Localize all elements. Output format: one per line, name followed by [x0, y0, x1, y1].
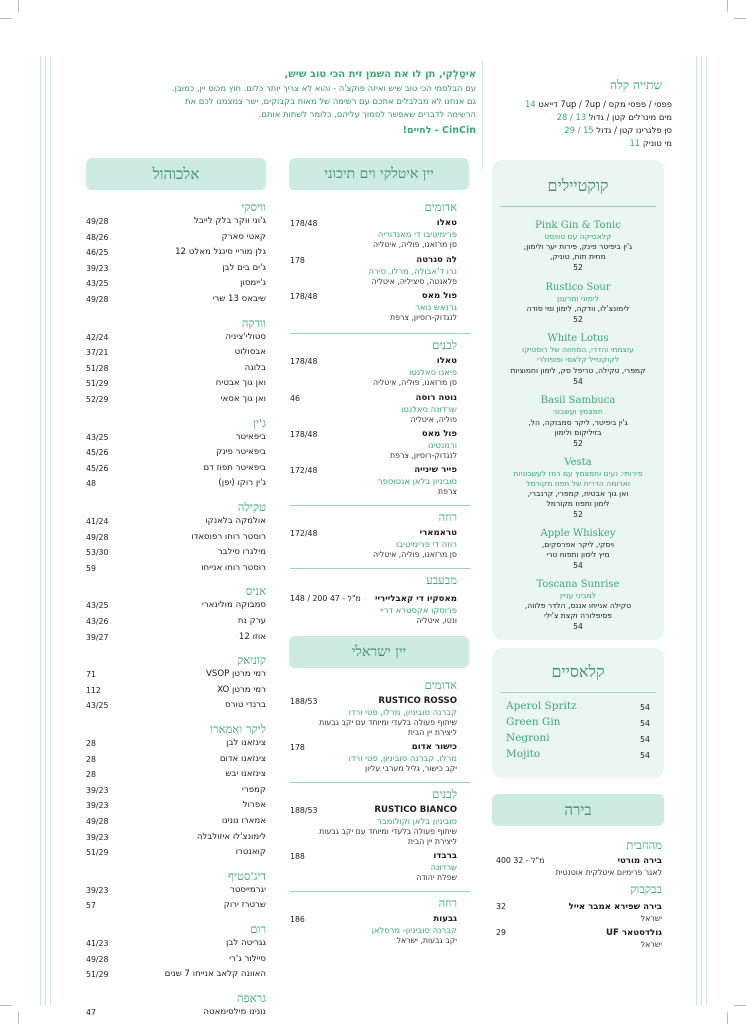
intro	[36, 68, 476, 139]
intro-headline: אִיטַלְקִי, תן לו את השמן זית הכי טוב שיש,	[284, 69, 476, 80]
wine-price: 178/48	[290, 357, 318, 366]
wine-price: 178/48	[290, 219, 318, 228]
cocktail-price: 52	[573, 315, 583, 324]
wine-price: 46	[290, 394, 300, 403]
crop-mark	[727, 0, 728, 12]
wine-name: מאסקיו די קאבלייריי	[374, 594, 457, 604]
alcohol-item-price: 49/28	[86, 532, 109, 542]
alcohol-category: קוניאק	[237, 653, 266, 668]
cocktail-desc: טקילה אנייחו אננס, הלדר פלווה,	[524, 601, 632, 610]
cocktail-tagline: קלאסיקה עם טוויסט	[544, 232, 612, 241]
intro-line: גם אנחנו לא מבלבלים אתכם עם רשימה של מאות בקבוקים, ישר צמצמנו לכם את	[185, 96, 476, 106]
alcohol-item-price: 39/23	[86, 832, 109, 842]
alcohol-item-name: סטולי'ציניה	[225, 331, 266, 342]
cocktail-name: Toscana Sunrise	[536, 579, 620, 590]
divider	[500, 692, 656, 693]
alcohol-item-price: 43/25	[86, 601, 109, 611]
alcohol-item-price: 48/26	[86, 232, 109, 242]
alcohol-item-price: 57	[86, 901, 96, 911]
wine-region: שיתוף פעולה בלעדי ומיוחד עם יקב גבעות	[319, 718, 457, 727]
alcohol-item-price: 71	[86, 670, 96, 680]
cocktail-name: Vesta	[564, 457, 592, 468]
cocktail-tagline: וארומה הדרית של תפוז מקורמל	[526, 479, 630, 488]
wine-region: פלאנטה, סיציליה, איטליה	[371, 277, 457, 286]
wine-region: יקב כישור, גליל מערבי עליון	[364, 764, 457, 773]
alcohol-item-name: אוזו 12	[238, 631, 266, 642]
wine-grape: רוזה די פרימיטיבו	[396, 539, 457, 549]
alcohol-item-price: 43/25	[86, 432, 109, 442]
wine-price: 178/48	[290, 430, 318, 439]
column-divider	[482, 60, 483, 170]
wine-region: ליצירת יין הבית	[407, 728, 457, 737]
wine-price: 188/53	[290, 697, 318, 706]
crop-mark	[0, 18, 12, 19]
alcohol-item-name: אפרול	[242, 800, 266, 811]
intro-line: עם הבלסמי הכי טוב שיש ואיזה פוקצ'ה - והוא לא צריך יותר כלום. חוץ מכוס יין, כמובן.	[172, 83, 476, 93]
cocktail-tagline: לימוני ומרענן	[557, 294, 599, 303]
alcohol-item-name: האוונה קלאב אנייחו 7 שנים	[164, 969, 266, 980]
guide-line	[40, 56, 41, 1006]
cocktail-name: Apple Whiskey	[540, 528, 616, 539]
alcohol-item-name: גגריטה לבן	[226, 938, 266, 948]
wine-name: כישור אדום	[411, 742, 457, 752]
wine-region: יקב גבעות, ישראל	[396, 936, 457, 945]
alcohol-item-price: 45/26	[86, 448, 109, 458]
soft-drinks	[492, 78, 662, 93]
alcohol-category: גראפה	[237, 990, 266, 1005]
intro-line: הרשימה לדברים שאפשר לסמוך עליהם, כלומר לשתות אותם.	[258, 109, 476, 119]
wine-category: רוזה	[438, 510, 457, 524]
classic-price: 54	[640, 719, 650, 728]
wine-region: פוליה, איטליה	[410, 415, 457, 424]
wine-region: סן מרזאנו, פוליה, איטליה	[373, 240, 457, 249]
wine-price: 172/48	[290, 466, 318, 475]
alcohol-item-price: 41/24	[86, 517, 109, 526]
crop-mark	[727, 1012, 728, 1024]
divider	[290, 782, 470, 783]
wine-price: 188/53	[290, 806, 318, 815]
cocktail-desc: ויסקי, ליקר אפרסקים,	[541, 540, 615, 549]
alcohol-item-price: 51/29	[86, 970, 109, 980]
alcohol-item-name: אבסולוט	[234, 347, 266, 358]
wine-category: מבעבע	[426, 573, 457, 587]
alcohol-item-name: ביפאיטר	[235, 431, 266, 442]
wine-name: פייר שינייה	[414, 465, 457, 475]
list-item: מים מינרלים קטן / גדול 13 / 28	[556, 112, 672, 122]
alcohol-item-price: 51/29	[86, 848, 109, 858]
alcohol-item-name: קמפרי	[241, 784, 266, 795]
wine-name: ברבדו	[433, 851, 457, 861]
alcohol-item-name: ג'וני ווקר בלק לייבל	[194, 216, 266, 226]
wine-grape: שרדונה סאלנטו	[401, 404, 457, 414]
cocktails-title: קוקטיילים	[547, 176, 609, 195]
wine-grape: שרדונה	[430, 862, 457, 872]
cocktail-name: Pink Gin & Tonic	[535, 220, 621, 231]
alcohol-item-price: 51/29	[86, 379, 109, 389]
wine-name: פול מאס	[421, 291, 457, 301]
alcohol-item-name: קואנטרו	[235, 847, 266, 858]
list-item: סן פלגרינו קטן / גדול 15 / 29	[564, 125, 672, 135]
alcohol-item-price: 39/23	[86, 263, 109, 273]
wine-name: טאלו	[436, 356, 457, 366]
alcohol-item-price: 28	[86, 739, 96, 748]
alcohol-item-price: 49/28	[86, 295, 109, 304]
cocktail-price: 54	[573, 377, 583, 386]
cocktail-desc: פסיפלורה וקצת צ'ילי	[544, 611, 612, 620]
alcohol-item-name: בלוגה	[244, 362, 266, 373]
intro-cheers: CinCin - לחיים!	[402, 125, 476, 136]
alcohol-item-name: ערק נח	[237, 616, 266, 626]
wine-grape: סוביניון בלאן אנטוספר	[377, 476, 457, 486]
alcohol-item-price: 39/27	[86, 632, 109, 642]
alcohol-item-name: ג'ים בים לבן	[222, 262, 266, 273]
alcohol-item-name: צינזאנו לבן	[226, 738, 266, 748]
wine-price: 172/48	[290, 529, 318, 538]
alcohol-item-price: 52/29	[86, 395, 109, 404]
classic-name: Mojito	[506, 748, 541, 760]
cocktail-price: 54	[573, 561, 583, 570]
cocktail-desc: קמפרי, טקילה, טריפל סק, לימון וחמוציות	[510, 366, 646, 375]
beer-bottle-title: בבקבוק	[630, 882, 662, 896]
alcohol-item-price: 49/28	[86, 817, 109, 826]
wine-category: רוזה	[438, 896, 457, 910]
alcohol-item-name: לימונצ'לו איזולבלה	[196, 831, 266, 842]
alcohol-category: וויסקי	[241, 200, 266, 214]
crop-mark	[18, 1012, 19, 1024]
alcohol-category: דיג'סטיף	[228, 868, 266, 883]
wine-region: ליצירת יין הבית	[407, 837, 457, 846]
alcohol-item-price: 46/25	[86, 248, 109, 258]
alcohol-item-name: רוסטר רוחו אנייחו	[201, 562, 266, 573]
cocktail-price: 52	[573, 439, 583, 448]
alcohol-item-name: אולמקה בלאנקו	[205, 516, 266, 526]
beer-price: 29	[496, 928, 506, 937]
alcohol-item-name: ג'ין רוקו (יפן)	[218, 478, 266, 489]
cocktail-tagline: לקוקטייל קלאסי ופופולרי	[536, 355, 620, 364]
alcohol-item-name: קאטי סארק	[221, 231, 266, 242]
cocktail-price: 52	[573, 263, 583, 272]
alcohol-item-name: ואן גוך אבטיח	[215, 378, 266, 389]
crop-mark	[734, 18, 746, 19]
classics-title: קלאסיים	[551, 662, 605, 681]
wine-name: נוטה רוסה	[415, 393, 457, 403]
cocktail-desc: לימונצ'לו, וודקה, לימון ומי סודה	[526, 304, 630, 313]
cocktail-price: 52	[573, 510, 583, 519]
classic-name: Negroni	[506, 732, 550, 744]
wine-grape: פיאנו סאלנטו	[409, 367, 457, 377]
alcohol-item-price: 39/23	[86, 785, 109, 795]
wine-price: 178/48	[290, 292, 318, 301]
wine-region: סן מרזאנו, פוליה, איטליה	[373, 550, 457, 559]
beer-name: בירה שפירא אמבר אייל	[568, 902, 662, 912]
alcohol-item-name: רמי מרטן VSOP	[206, 669, 266, 680]
alcohol-category: וודקה	[241, 315, 266, 330]
alcohol-item-name: ביפאיטר תפוז דם	[203, 462, 266, 473]
classic-name: Aperol Spritz	[506, 700, 577, 712]
guide-line	[701, 56, 702, 1006]
beer-volume: 400 מ"ל - 32	[496, 856, 545, 865]
alcohol-item-price: 28	[86, 754, 96, 764]
wine-name: פול מאס	[421, 429, 457, 439]
divider	[290, 891, 470, 892]
alcohol-item-name: יגרמייסטר	[230, 884, 266, 895]
alcohol-item-price: 43/25	[86, 701, 109, 711]
guide-line	[45, 56, 46, 1006]
wine-name: לה סגרטה	[416, 255, 457, 265]
wine-grape: קברנה סוביניון- מרסלאן	[371, 925, 457, 935]
alcohol-item-name: מילגרו סילבר	[217, 547, 266, 558]
cocktail-desc: מיץ לימון ותפוח טרי	[546, 550, 610, 559]
wine-grape: גרנאש נואר	[415, 302, 457, 312]
alcohol-category: רום	[250, 922, 266, 936]
classic-price: 54	[640, 703, 650, 712]
alcohol-item-name: רמי מרטן XO	[217, 684, 266, 695]
crop-mark	[0, 1005, 12, 1006]
alcohol-item-name: נונינו מילסימאטה	[203, 1006, 266, 1017]
alcohol-item-price: 41/23	[86, 939, 109, 948]
wine-grape: סוביניון בלאן וקולומבר	[377, 816, 457, 826]
alcohol-item-name: ג'יימסון	[240, 278, 266, 289]
divider	[500, 206, 656, 207]
cocktail-price: 54	[573, 622, 583, 631]
alcohol-item-name: צינזאנו אדום	[219, 753, 266, 764]
alcohol-item-price: 48	[86, 479, 96, 489]
beer-origin: ישראל	[640, 940, 662, 949]
alcohol-item-name: סמבוקה מולינארי	[201, 600, 266, 611]
divider	[290, 568, 470, 569]
alcohol-item-price: 49/28	[86, 954, 109, 964]
cocktail-desc: ואן גוך אבטיח, קמפרי, קרנברי,	[527, 489, 629, 498]
wine-grape: נרו ד'אבולה, מרלו, סירה	[368, 266, 457, 276]
wine-category: אדומים	[424, 200, 457, 214]
alcohol-item-name: שיבאס 13 שרי	[212, 294, 266, 304]
wine-name: טאלו	[436, 218, 457, 228]
cocktail-desc: מחית תות, טוניק,	[550, 252, 606, 261]
wine-price: 148 / 200 מ"ל - 47	[290, 594, 361, 603]
divider	[290, 333, 470, 334]
classic-price: 54	[640, 735, 650, 744]
wine-name: RUSTICO ROSSO	[378, 696, 457, 706]
cocktail-desc: ג'ין ביפיטר פינק, פירות יער ולימון,	[523, 242, 633, 251]
alcohol-category: טקילה	[237, 500, 266, 514]
alcohol-item-name: רוסטר רוחו רפוסאדו	[191, 531, 266, 542]
alcohol-item-price: 53/30	[86, 548, 109, 558]
alcohol-item-price: 28	[86, 770, 96, 780]
alcohol-item-name: ואן גוך אסאי	[220, 394, 266, 404]
alcohol-item-price: 43/26	[86, 617, 109, 626]
alcohol-item-name: ביפאיטר פינק	[216, 447, 266, 458]
cocktail-tagline: למביני עניין	[560, 591, 596, 600]
cocktail-tagline: פירותי: נעים וחמצמץ עם רמז לעשבוניות	[513, 469, 643, 478]
alcohol-category: אניס	[245, 584, 266, 599]
list-item: מי טוניק 11	[629, 138, 672, 148]
wine-category: לבנים	[432, 338, 457, 352]
beer-title: בירה	[492, 794, 664, 826]
alcohol-item-price: 49/28	[86, 217, 109, 226]
cocktail-tagline: חמצמץ ועשבוני	[553, 407, 603, 416]
wine-region: סן מרזאנו, פוליה, איטליה	[373, 378, 457, 387]
wine-category: אדומים	[424, 678, 457, 692]
wine-grape: מרלו, קברנה סוביניון, פטי ורדו	[348, 753, 457, 763]
alcohol-category: ג'ין	[253, 415, 266, 430]
cocktail-name: Rustico Sour	[545, 282, 611, 293]
wine-grape: פרימיטיבו די מאנדוריה	[377, 229, 457, 239]
cocktail-name: Basil Sambuca	[540, 395, 616, 406]
cocktail-name: White Lotus	[547, 333, 609, 344]
alcohol-item-price: 39/23	[86, 885, 109, 895]
alcohol-item-price: 37/21	[86, 348, 109, 358]
alcohol-item-name: גלן מוריי סינגל מאלט 12	[175, 247, 266, 258]
cocktail-desc: בזיליקום ולימון	[554, 428, 602, 437]
wine-name: גבעות	[433, 914, 457, 924]
wine-category: לבנים	[432, 787, 457, 801]
italian-wine-title: יין איטלקי וים תיכוני	[289, 158, 469, 190]
crop-mark	[18, 0, 19, 12]
beer-tap-title: מהחבית	[626, 838, 662, 852]
wine-region: שפלת יהודה	[416, 873, 457, 882]
beer-name: גולדסטאר UF	[605, 928, 662, 938]
wine-name: RUSTICO BIANCO	[374, 805, 457, 815]
beer-desc: לאגר פרימיום איטלקית אוטנטית	[555, 868, 662, 877]
soft-drinks-list	[492, 98, 672, 150]
wine-price: 186	[290, 915, 305, 924]
alcohol-item-price: 42/24	[86, 332, 109, 342]
alcohol-item-name: אמארו נונינו	[221, 816, 266, 826]
alcohol-title: אלכוהול	[86, 158, 266, 190]
alcohol-item-name: שרטרז ירוק	[223, 900, 266, 911]
guide-line	[50, 56, 51, 1006]
alcohol-item-price: 51/28	[86, 363, 109, 373]
wine-region: צרפת	[437, 487, 457, 496]
wine-grape: ורמנטינו	[428, 440, 457, 450]
alcohol-item-price: 47	[86, 1007, 96, 1017]
alcohol-item-price: 112	[86, 685, 101, 695]
alcohol-item-price: 39/23	[86, 801, 109, 811]
alcohol-item-name: ברנדי טורס	[225, 700, 266, 711]
alcohol-item-price: 45/26	[86, 463, 109, 473]
beer-origin: ישראל	[640, 914, 662, 923]
beer-name: בירה מורטי	[617, 856, 662, 866]
soft-drinks-title: שתייה קלה	[610, 78, 662, 92]
cocktail-desc: ג'ין ביפיטר, ליקר סמבוקה, הל,	[528, 418, 628, 427]
wine-grape: קברנה סוביניון, מרלו, פטי ורדו	[348, 707, 457, 717]
wine-region: לנגדוק-רוסיון, צרפת	[389, 313, 457, 322]
wine-price: 188	[290, 852, 305, 861]
cocktail-tagline: עוצמתי והדרי, המחווה של רוסטיקו	[522, 345, 634, 354]
wine-price: 178	[290, 743, 305, 752]
wine-region: שיתוף פעולה בלעדי ומיוחד עם יקב גבעות	[319, 827, 457, 836]
guide-line	[696, 56, 697, 1006]
alcohol-item-name: צינזאנו יבש	[225, 769, 266, 780]
wine-grape: פרוסקו אקסטרא דריי	[380, 605, 457, 615]
crop-mark	[734, 1005, 746, 1006]
divider	[290, 505, 470, 506]
alcohol-item-price: 43/25	[86, 279, 109, 289]
wine-price: 178	[290, 256, 305, 265]
classic-name: Green Gin	[506, 716, 561, 728]
alcohol-category: ליקר ואמארו	[209, 722, 266, 736]
israeli-wine-title: יין ישראלי	[289, 636, 469, 668]
wine-region: ונטו, איטליה	[416, 616, 457, 625]
classic-price: 54	[640, 751, 650, 760]
alcohol-item-price: 59	[86, 563, 96, 573]
guide-line	[706, 56, 707, 1006]
wine-region: לנגדוק-רוסיון, צרפת	[389, 451, 457, 460]
alcohol-item-name: סיילור ג'רי	[229, 953, 266, 964]
list-item: פפסי / פפסי מקס / 7up / 7up דייאט 14	[525, 99, 672, 109]
wine-name: טראמארי	[419, 528, 457, 538]
cocktail-desc: לימון ותפוז מקורמל	[546, 499, 610, 508]
beer-price: 32	[496, 902, 506, 911]
